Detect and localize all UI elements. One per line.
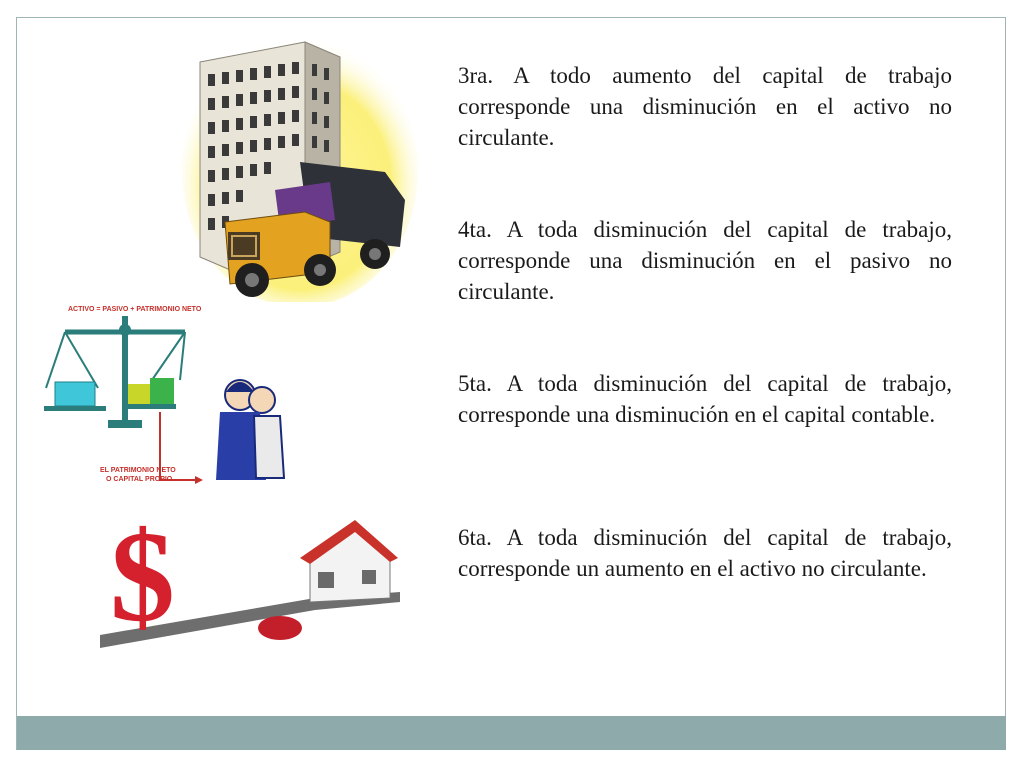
svg-text:$: $: [110, 510, 175, 649]
rule-6-paragraph: 6ta. A toda disminución del capital de trabajo, corresponde un aumento en el activo no circulante.: [458, 525, 952, 581]
balance-caption-line2: O CAPITAL PROPIO: [106, 476, 173, 483]
balance-caption-line1: EL PATRIMONIO NETO: [100, 467, 176, 474]
building-truck-illustration: [180, 22, 420, 302]
balance-equation: ACTIVO = PASIVO + PATRIMONIO NETO: [68, 306, 202, 313]
rule-4-paragraph: 4ta. A toda disminución del capital de trabajo, corresponde una disminución en el pasivo no circulante.: [458, 217, 952, 304]
rule-5-paragraph: 5ta. A toda disminución del capital de trabajo, corresponde una disminución en el capital contable.: [458, 371, 952, 427]
bottom-band: [17, 716, 1006, 750]
rule-3-paragraph: 3ra. A todo aumento del capital de trabajo corresponde una disminución en el activo no circulante.: [458, 63, 952, 150]
balance-scale-illustration: [40, 300, 290, 495]
dollar-house-illustration: [100, 510, 410, 680]
